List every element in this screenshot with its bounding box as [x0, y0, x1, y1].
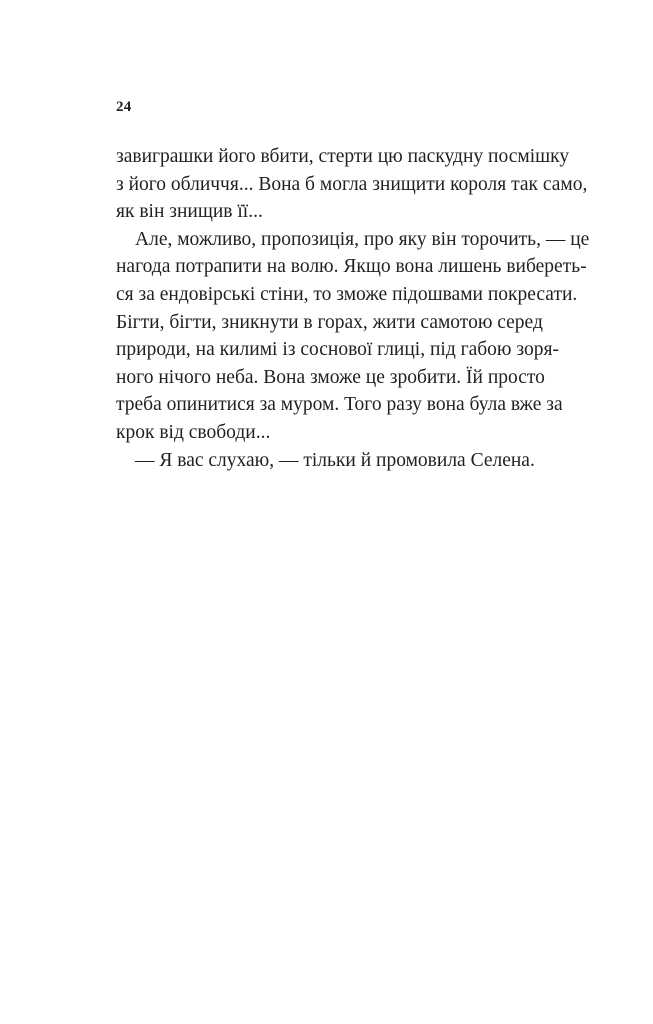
text-line: Але, можливо, пропозиція, про яку він торочить, — це: [135, 228, 590, 250]
body-text: [116, 143, 590, 474]
text-line: природи, на килимі із соснової глиці, під габою зоря-: [116, 339, 559, 361]
text-line: Бігти, бігти, зникнути в горах, жити самотою серед: [116, 311, 543, 333]
text-line: з його обличчя... Вона б могла знищити короля так само,: [116, 173, 588, 195]
text-line: як він знищив її...: [116, 201, 263, 223]
text-line: завиграшки його вбити, стерти цю паскудну посмішку: [116, 146, 570, 167]
text-line: — Я вас слухаю, — тільки й промовила Селена.: [135, 449, 535, 471]
text-line: треба опинитися за муром. Того разу вона була вже за: [116, 394, 563, 416]
page-number: 24: [116, 99, 132, 115]
text-line: ного нічого неба. Вона зможе це зробити. Їй просто: [116, 366, 545, 388]
text-line: крок від свободи...: [116, 421, 271, 443]
text-line: ся за ендовірські стіни, то зможе підошвами покресати.: [116, 283, 578, 305]
text-line: нагода потрапити на волю. Якщо вона лишень вибереть-: [116, 256, 587, 278]
